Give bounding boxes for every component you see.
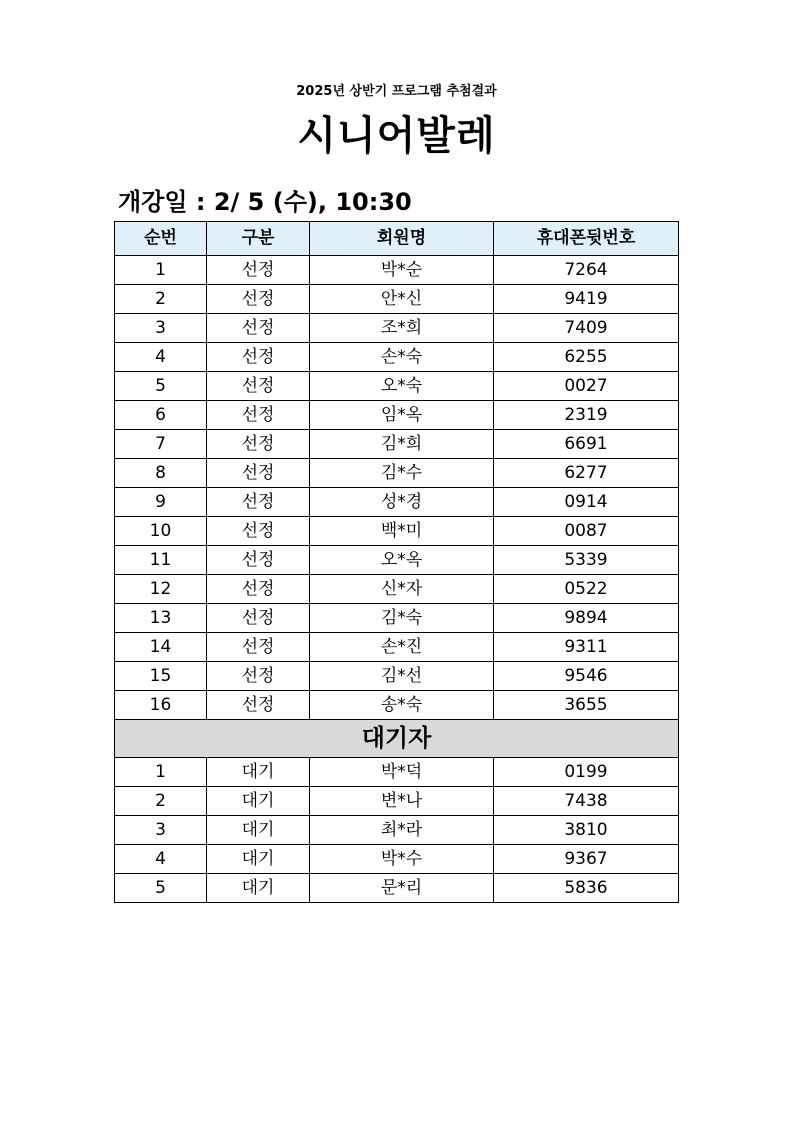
cell-phone-last-digits: 6691	[494, 430, 679, 459]
cell-phone-last-digits: 7409	[494, 314, 679, 343]
cell-type: 대기	[207, 787, 310, 816]
cell-number: 7	[115, 430, 207, 459]
table-row	[115, 604, 679, 633]
cell-member-name: 김*선	[310, 662, 494, 691]
cell-phone-last-digits: 0027	[494, 372, 679, 401]
cell-type: 선정	[207, 430, 310, 459]
cell-type: 선정	[207, 372, 310, 401]
header-member-name: 회원명	[310, 222, 494, 256]
cell-phone-last-digits: 9367	[494, 845, 679, 874]
table-row	[115, 256, 679, 285]
header-number: 순번	[115, 222, 207, 256]
cell-member-name: 백*미	[310, 517, 494, 546]
cell-number: 8	[115, 459, 207, 488]
cell-number: 2	[115, 787, 207, 816]
waitlist-label: 대기자	[115, 720, 679, 758]
cell-number: 16	[115, 691, 207, 720]
table-row	[115, 758, 679, 787]
cell-member-name: 신*자	[310, 575, 494, 604]
cell-type: 선정	[207, 575, 310, 604]
table-row	[115, 372, 679, 401]
cell-phone-last-digits: 9894	[494, 604, 679, 633]
cell-number: 13	[115, 604, 207, 633]
cell-type: 선정	[207, 691, 310, 720]
cell-type: 대기	[207, 816, 310, 845]
cell-member-name: 성*경	[310, 488, 494, 517]
table-row	[115, 575, 679, 604]
table-row	[115, 633, 679, 662]
cell-phone-last-digits: 9546	[494, 662, 679, 691]
cell-number: 15	[115, 662, 207, 691]
cell-member-name: 오*옥	[310, 546, 494, 575]
cell-number: 1	[115, 256, 207, 285]
cell-type: 선정	[207, 604, 310, 633]
cell-type: 대기	[207, 758, 310, 787]
waitlist-section	[115, 720, 679, 758]
cell-member-name: 최*라	[310, 816, 494, 845]
cell-phone-last-digits: 0199	[494, 758, 679, 787]
table-row	[115, 517, 679, 546]
cell-number: 10	[115, 517, 207, 546]
waitlist-header-row	[115, 720, 679, 758]
cell-member-name: 박*수	[310, 845, 494, 874]
start-date-line: 개강일 : 2/ 5 (수), 10:30	[118, 188, 412, 216]
cell-member-name: 오*숙	[310, 372, 494, 401]
table-row	[115, 662, 679, 691]
header-phone-last-digits: 휴대폰뒷번호	[494, 222, 679, 256]
cell-type: 선정	[207, 343, 310, 372]
cell-phone-last-digits: 7264	[494, 256, 679, 285]
cell-type: 선정	[207, 633, 310, 662]
cell-member-name: 조*희	[310, 314, 494, 343]
cell-type: 대기	[207, 874, 310, 903]
cell-number: 12	[115, 575, 207, 604]
cell-number: 14	[115, 633, 207, 662]
cell-number: 5	[115, 874, 207, 903]
cell-type: 대기	[207, 845, 310, 874]
cell-phone-last-digits: 0087	[494, 517, 679, 546]
table-row	[115, 874, 679, 903]
cell-phone-last-digits: 2319	[494, 401, 679, 430]
cell-type: 선정	[207, 488, 310, 517]
cell-type: 선정	[207, 662, 310, 691]
table-row	[115, 816, 679, 845]
selected-rows	[115, 256, 679, 720]
table-row	[115, 787, 679, 816]
cell-type: 선정	[207, 401, 310, 430]
cell-number: 6	[115, 401, 207, 430]
cell-member-name: 김*수	[310, 459, 494, 488]
cell-type: 선정	[207, 459, 310, 488]
cell-phone-last-digits: 6277	[494, 459, 679, 488]
cell-phone-last-digits: 0914	[494, 488, 679, 517]
waitlist-rows	[115, 758, 679, 903]
cell-number: 5	[115, 372, 207, 401]
cell-type: 선정	[207, 546, 310, 575]
document-title: 시니어발레	[297, 113, 496, 159]
cell-phone-last-digits: 3655	[494, 691, 679, 720]
cell-phone-last-digits: 3810	[494, 816, 679, 845]
table-row	[115, 401, 679, 430]
cell-member-name: 김*숙	[310, 604, 494, 633]
cell-member-name: 문*리	[310, 874, 494, 903]
table-row	[115, 691, 679, 720]
cell-number: 2	[115, 285, 207, 314]
header-type: 구분	[207, 222, 310, 256]
cell-number: 4	[115, 343, 207, 372]
table-row	[115, 488, 679, 517]
lottery-results-table	[114, 221, 679, 903]
cell-number: 3	[115, 314, 207, 343]
table-row	[115, 546, 679, 575]
cell-phone-last-digits: 6255	[494, 343, 679, 372]
cell-type: 선정	[207, 517, 310, 546]
table-row	[115, 314, 679, 343]
cell-member-name: 박*순	[310, 256, 494, 285]
table-row	[115, 430, 679, 459]
cell-phone-last-digits: 5339	[494, 546, 679, 575]
table-row	[115, 285, 679, 314]
table-row	[115, 343, 679, 372]
cell-number: 4	[115, 845, 207, 874]
cell-phone-last-digits: 5836	[494, 874, 679, 903]
cell-type: 선정	[207, 314, 310, 343]
cell-number: 1	[115, 758, 207, 787]
table-row	[115, 845, 679, 874]
table-row	[115, 459, 679, 488]
table-header-row	[115, 222, 679, 256]
document-subtitle: 2025년 상반기 프로그램 추첨결과	[296, 84, 497, 99]
cell-number: 9	[115, 488, 207, 517]
cell-member-name: 변*나	[310, 787, 494, 816]
cell-member-name: 송*숙	[310, 691, 494, 720]
cell-type: 선정	[207, 256, 310, 285]
cell-member-name: 손*진	[310, 633, 494, 662]
cell-type: 선정	[207, 285, 310, 314]
cell-phone-last-digits: 9419	[494, 285, 679, 314]
cell-member-name: 안*신	[310, 285, 494, 314]
cell-phone-last-digits: 7438	[494, 787, 679, 816]
cell-member-name: 박*덕	[310, 758, 494, 787]
cell-phone-last-digits: 9311	[494, 633, 679, 662]
cell-number: 3	[115, 816, 207, 845]
cell-member-name: 김*희	[310, 430, 494, 459]
cell-member-name: 임*옥	[310, 401, 494, 430]
cell-phone-last-digits: 0522	[494, 575, 679, 604]
cell-number: 11	[115, 546, 207, 575]
cell-member-name: 손*숙	[310, 343, 494, 372]
